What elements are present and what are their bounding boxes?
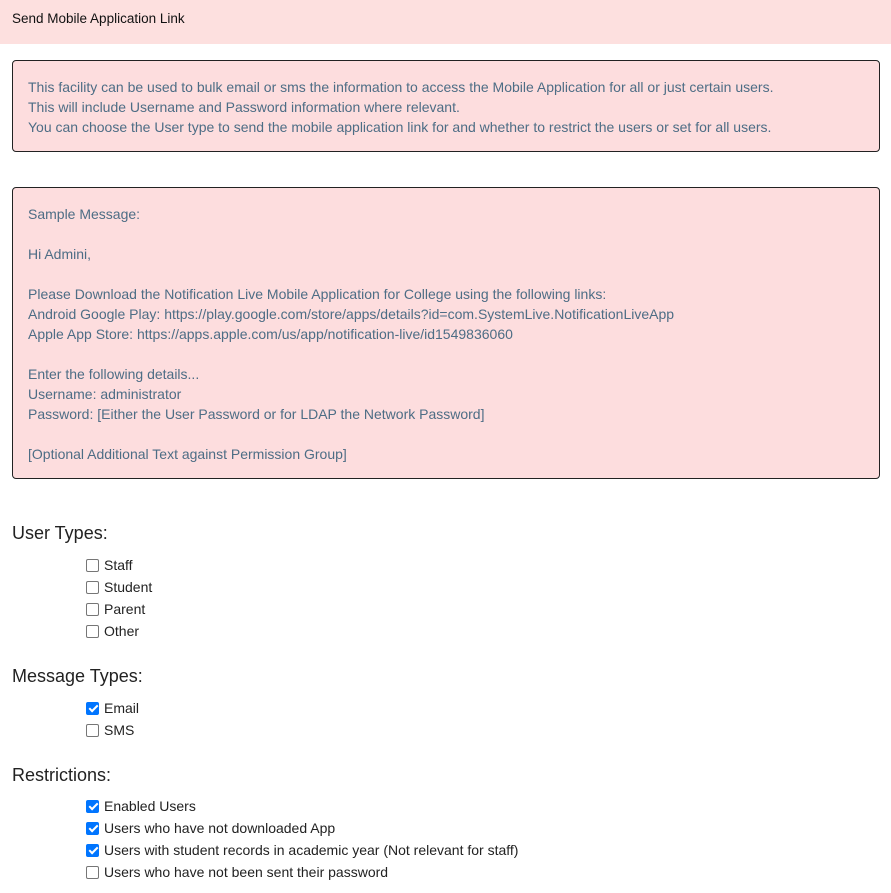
user-type-parent-option[interactable]	[85, 600, 145, 618]
user-type-staff-checkbox[interactable]	[86, 559, 99, 572]
sample-optional-text: [Optional Additional Text against Permission Group]	[28, 446, 347, 462]
page-title: Send Mobile Application Link	[12, 11, 185, 26]
info-line: You can choose the User type to send the mobile application link for and whether to restrict the users or set for all users.	[28, 119, 772, 135]
info-line: This facility can be used to bulk email or sms the information to access the Mobile Application for all or just certain users.	[28, 79, 774, 95]
restriction-not-downloaded-label: Users who have not downloaded App	[104, 820, 336, 836]
message-type-sms-option[interactable]	[85, 721, 134, 739]
restriction-student-records-label: Users with student records in academic year (Not relevant for staff)	[104, 842, 519, 858]
restriction-student-records-option[interactable]	[85, 841, 518, 859]
message-type-sms-label: SMS	[104, 722, 135, 738]
sample-heading: Sample Message:	[28, 206, 141, 222]
user-type-student-checkbox[interactable]	[86, 581, 99, 594]
user-type-staff-label: Staff	[104, 557, 133, 573]
restriction-not-sent-password-option[interactable]	[85, 863, 388, 881]
message-type-email-label: Email	[104, 700, 140, 716]
sample-google-play-link: Android Google Play: https://play.google.com/store/apps/details?id=com.SystemLive.NotificationLiveApp	[28, 306, 675, 322]
restriction-enabled-users-checkbox[interactable]	[86, 800, 99, 813]
restriction-not-sent-password-checkbox[interactable]	[86, 866, 99, 879]
user-type-parent-label: Parent	[104, 601, 146, 617]
message-type-email-option[interactable]	[85, 699, 139, 717]
message-type-sms-checkbox[interactable]	[86, 724, 99, 737]
restriction-not-downloaded-checkbox[interactable]	[86, 822, 99, 835]
message-type-email-checkbox[interactable]	[86, 702, 99, 715]
restriction-not-downloaded-option[interactable]	[85, 819, 335, 837]
restriction-enabled-users-label: Enabled Users	[104, 798, 196, 814]
sample-username: Username: administrator	[28, 386, 182, 402]
sample-message-panel	[12, 187, 880, 479]
sample-download-text: Please Download the Notification Live Mobile Application for College using the following links:	[28, 286, 607, 302]
restriction-enabled-users-option[interactable]	[85, 797, 196, 815]
user-type-staff-option[interactable]	[85, 556, 133, 574]
restriction-not-sent-password-label: Users who have not been sent their password	[104, 864, 389, 880]
message-types-heading: Message Types:	[12, 666, 143, 686]
user-type-other-label: Other	[104, 623, 140, 639]
sample-greeting: Hi Admini,	[28, 246, 92, 262]
sample-app-store-link: Apple App Store: https://apps.apple.com/us/app/notification-live/id1549836060	[28, 326, 513, 342]
sample-enter-details: Enter the following details...	[28, 366, 200, 382]
restrictions-heading: Restrictions:	[12, 765, 112, 785]
user-type-student-option[interactable]	[85, 578, 152, 596]
restriction-student-records-checkbox[interactable]	[86, 844, 99, 857]
sample-password: Password: [Either the User Password or for LDAP the Network Password]	[28, 406, 485, 422]
page-header	[0, 0, 891, 44]
user-types-heading: User Types:	[12, 523, 108, 543]
info-line: This will include Username and Password information where relevant.	[28, 99, 460, 115]
info-panel	[12, 60, 880, 152]
user-type-other-option[interactable]	[85, 622, 139, 640]
user-type-student-label: Student	[104, 579, 153, 595]
user-type-parent-checkbox[interactable]	[86, 603, 99, 616]
user-type-other-checkbox[interactable]	[86, 625, 99, 638]
